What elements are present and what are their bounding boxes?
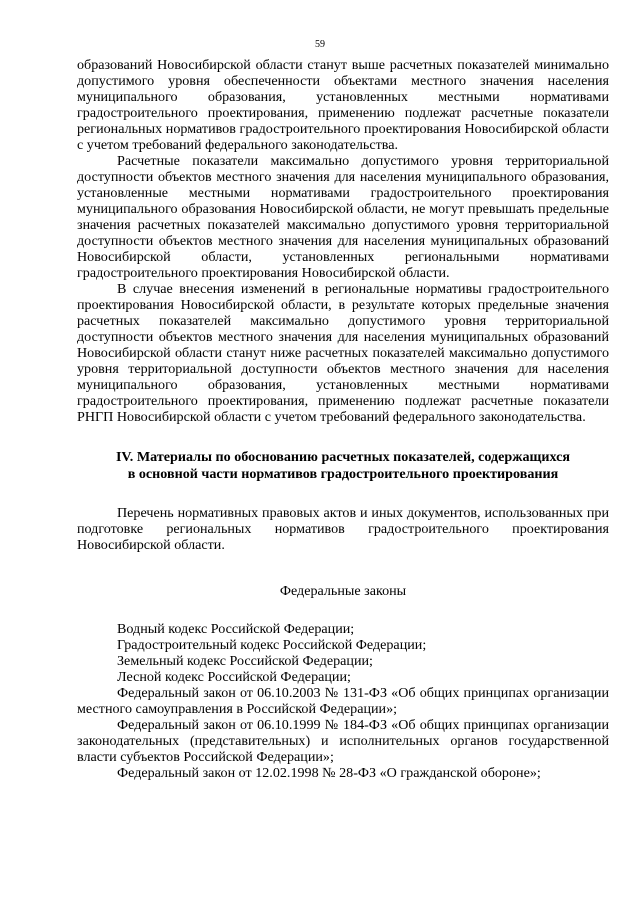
section-heading-line-1: IV. Материалы по обоснованию расчетных показателей, содержащихся [115,449,571,465]
list-item: Лесной кодекс Российской Федерации; [117,669,351,685]
list-item: Федеральный закон от 06.10.1999 № 184-ФЗ «Об общих принципах организации законодательных (представительных) и исполнительных органов государственной власти субъектов Российской Федерации»; [77,717,609,765]
paragraph-territorial-accessibility: Расчетные показатели максимально допустимого уровня территориальной доступности объектов местного значения для населения муниципального образования, установленные местными нормативами градостроительного проектирования муниципального образования Новосибирской области, не могут превышать предельные значения расчетных показателей максимально допустимого уровня территориальной доступности объектов местного значения для населения муниципальных образований Новосибирской области, установленных региональными нормативами градостроительного проектирования Новосибирской области. [77,153,609,281]
section-heading-line-2: в основной части нормативов градостроительного проектирования [127,466,559,482]
section-heading [77,449,609,483]
paragraph-intro-list: Перечень нормативных правовых актов и иных документов, использованных при подготовке региональных нормативов градостроительного проектирования Новосибирской области. [77,505,609,553]
subheading-federal-laws: Федеральные законы [279,583,407,599]
list-item: Федеральный закон от 06.10.2003 № 131-ФЗ «Об общих принципах организации местного самоуправления в Российской Федерации»; [77,685,609,717]
document-body [77,57,609,781]
list-item: Градостроительный кодекс Российской Федерации; [117,637,427,653]
paragraph-changes-case: В случае внесения изменений в региональные нормативы градостроительного проектирования Новосибирской области, в результате которых предельные значения расчетных показателей максимально допустимого уровня территориальной доступности объектов местного значения для населения муниципальных образований Новосибирской области станут ниже расчетных показателей максимально допустимого уровня территориальной доступности объектов местного значения для населения муниципального образования, установленных местными нормативами градостроительного проектирования, применению подлежат расчетные показатели РНГП Новосибирской области с учетом требований федерального законодательства. [77,281,609,425]
list-item: Земельный кодекс Российской Федерации; [117,653,373,669]
list-item: Водный кодекс Российской Федерации; [117,621,355,637]
list-item: Федеральный закон от 12.02.1998 № 28-ФЗ «О гражданской обороне»; [117,765,541,781]
paragraph-continuation: образований Новосибирской области станут выше расчетных показателей минимально допустимого уровня обеспеченности объектами местного значения населения муниципального образования, установленных местными нормативами градостроительного проектирования, применению подлежат расчетные показатели региональных нормативов градостроительного проектирования Новосибирской области с учетом требований федерального законодательства. [77,57,609,153]
page-number: 59 [315,39,325,50]
